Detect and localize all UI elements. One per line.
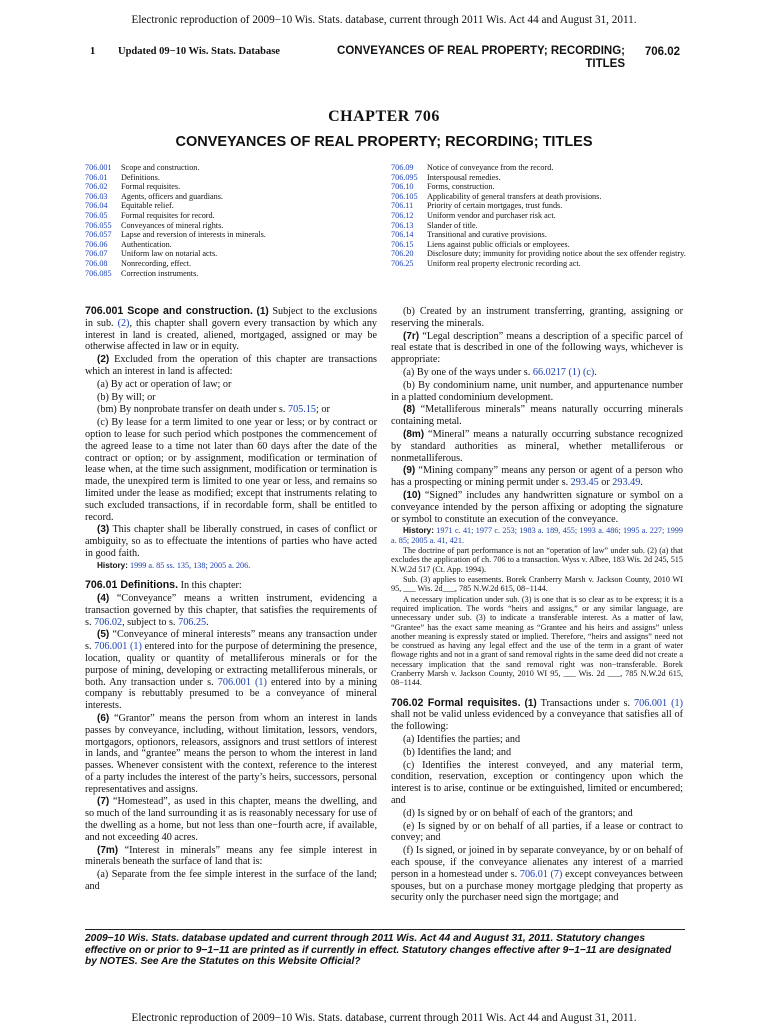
toc-section-link[interactable]: 706.08	[85, 258, 108, 268]
toc-section-title: Liens against public officials or employees.	[427, 239, 570, 249]
toc-entry	[85, 211, 385, 221]
text: Subject to the exclusions in sub.	[85, 306, 377, 329]
paragraph: (b) By will; or	[97, 391, 156, 403]
text: This chapter shall be liberally construed, in cases of conflict or ambiguity, so as to effectuate the intentions of parties who have acted in good faith.	[85, 524, 377, 559]
section-heading: 706.02 Formal requisites.	[391, 696, 521, 709]
paragraph	[391, 331, 683, 366]
section-706-01-intro	[85, 580, 377, 592]
toc-section-link[interactable]: 706.09	[391, 163, 414, 172]
toc-entry	[85, 230, 385, 240]
text: “Metalliferous minerals” means naturally occurring minerals containing metal.	[391, 404, 683, 428]
paragraph: (a) By act or operation of law; or	[97, 378, 232, 390]
toc-entry	[85, 269, 385, 279]
toc-section-title: Conveyances of mineral rights.	[121, 220, 224, 230]
subsection-number: (7)	[97, 796, 110, 808]
paragraph	[85, 713, 377, 796]
subsection-number: (7m)	[97, 844, 119, 856]
text: “Grantor” means the person from whom an interest in lands passes by conveyance, including, without limitation, lessors, vendors, mortgagors, optionors, releasors, assignors and trust settlors of interest in lands, and “grantee” means the person to whom the interest in land passes. Whenever consistent with the context, reference to the interest of a party includes the interest of the party’s heirs, successors, personal representatives and assigns.	[85, 712, 377, 795]
subsection-number: (1)	[524, 697, 537, 709]
text: In this chapter:	[178, 580, 242, 592]
paragraph	[391, 465, 683, 489]
toc-section-link[interactable]: 706.06	[85, 239, 108, 249]
paragraph: (c) By lease for a term limited to one year or less; or by contract or option to lease for such period which postpones the commencement of the agreed lease to a time not later than 60 days after the date of the contract or option; or by assignment, modification or termination of lease when, at the time such assignment, modification or termination is made, the unexpired term is limited to one year or less, and remains so limited under the lease as modified; except that instruments relating to such excluded transactions, if in recordable form, shall be entitled to record.	[85, 417, 377, 523]
text: , this chapter shall govern every transaction by which any interest in land is created, aliened, mortgaged, assigned or may be otherwise affected in law or in equity.	[85, 317, 378, 353]
toc-section-link[interactable]: 706.057	[85, 230, 112, 240]
subsection-number: (1)	[256, 306, 269, 317]
toc-entry	[85, 259, 385, 269]
subsection-number: (8)	[403, 404, 416, 416]
text: Excluded from the operation of this chapter are transactions which an interest in land is affected:	[85, 354, 377, 377]
chapter-number: CHAPTER 706	[328, 108, 440, 125]
section-706-02-intro	[391, 698, 683, 733]
toc-section-link[interactable]: 706.01	[85, 172, 108, 182]
statute-link[interactable]: 293.45	[570, 477, 599, 489]
toc-section-title: Interspousal remedies.	[427, 172, 501, 182]
toc-section-title: Uniform law on notarial acts.	[121, 249, 218, 259]
toc-section-link[interactable]: 706.001	[85, 163, 112, 172]
toc-section-title: Authentication.	[121, 239, 172, 249]
section-heading: 706.01 Definitions.	[85, 579, 179, 592]
annotation-note: Sub. (3) applies to easements. Borek Cranberry Marsh v. Jackson County, 2010 WI 95, ___ Wis. 2d___, 785 N.W.2d 615, 08−1144.	[391, 575, 683, 594]
toc-section-title: Priority of certain mortgages, trust funds.	[427, 201, 563, 211]
toc-section-title: Definitions.	[121, 172, 160, 182]
toc-entry	[391, 230, 691, 240]
toc-left-column	[85, 163, 385, 278]
text: “Homestead”, as used in this chapter, means the dwelling, and so much of the land surrounding it as is reasonably necessary for use of the dwelling as a home, but not less than one−fourth acre, if available, and not exceeding 40 acres.	[85, 796, 377, 843]
toc-right-column	[391, 163, 691, 269]
running-head	[90, 46, 680, 76]
paragraph	[85, 354, 377, 378]
toc-section-title: Nonrecording, effect.	[121, 258, 192, 268]
text: entered into for the purpose of determining the presence, location, quality or quantity of metalliferous minerals or for the purpose of mining, developing or extracting metalliferous minerals, or both. Any transaction under s.	[85, 641, 377, 688]
toc-section-link[interactable]: 706.05	[85, 210, 108, 220]
toc-entry	[85, 240, 385, 250]
paragraph	[391, 490, 683, 525]
toc-section-link[interactable]: 706.095	[391, 172, 418, 182]
toc-entry	[85, 192, 385, 202]
text: (f) Is signed, or joined in by separate conveyance, by or on behalf of each spouse, if the conveyance alienates any interest of a married person in a homestead under s.	[391, 845, 683, 880]
toc-section-title: Equitable relief.	[121, 201, 174, 211]
toc-section-title: Applicability of general transfers at death provisions.	[427, 191, 602, 201]
text: “Conveyance of mineral interests” means any transaction under s.	[85, 629, 377, 653]
subsection-number: (10)	[403, 489, 421, 501]
text: “Interest in minerals” means any fee simple interest in minerals beneath the surface of land that is:	[85, 844, 377, 868]
toc-entry	[391, 163, 691, 173]
toc-section-link[interactable]: 706.20	[391, 249, 414, 259]
left-text-column	[85, 306, 377, 894]
section-heading: 706.001 Scope and construction.	[85, 305, 253, 317]
subsection-number: (8m)	[403, 428, 425, 440]
toc-section-title: Lapse and reversion of interests in minerals.	[121, 230, 266, 240]
toc-entry	[391, 192, 691, 202]
toc-section-link[interactable]: 706.02	[85, 182, 108, 192]
paragraph	[391, 845, 683, 904]
toc-section-link[interactable]: 706.15	[391, 239, 414, 249]
toc-section-title: Agents, officers and guardians.	[121, 191, 223, 201]
toc-section-title: Scope and construction.	[121, 163, 200, 172]
text: “Mining company” means any person or agent of a person who has a prospecting or mining permit under s.	[391, 465, 683, 489]
paragraph: (d) Is signed by or on behalf of each of the grantors; and	[403, 807, 633, 819]
toc-section-link[interactable]: 706.14	[391, 230, 414, 240]
toc-entry	[391, 211, 691, 221]
toc-section-link[interactable]: 706.055	[85, 220, 112, 230]
text: .	[640, 477, 643, 489]
toc-section-link[interactable]: 706.07	[85, 249, 108, 259]
paragraph	[85, 845, 377, 869]
text: .	[206, 616, 209, 628]
subsection-number: (3)	[97, 524, 110, 536]
text: “Mineral” means a naturally occurring substance recognized by standard authorities as mineral, whether metalliferous or nonmetalliferous.	[391, 428, 683, 464]
paragraph	[85, 524, 377, 559]
toc-section-link[interactable]: 706.10	[391, 182, 414, 192]
toc-section-link[interactable]: 706.25	[391, 258, 414, 268]
toc-entry	[391, 201, 691, 211]
toc-section-link[interactable]: 706.12	[391, 210, 414, 220]
annotation-note: The doctrine of part performance is not an “operation of law” under sub. (2) (a) that excludes the application of ch. 706 to a transaction. Wyss v. Albee, 183 Wis. 2d 245, 515 N.W.2d 517 (Ct. App. 1994).	[391, 546, 683, 574]
running-head-title: CONVEYANCES OF REAL PROPERTY; RECORDING; TITLES	[337, 45, 625, 70]
paragraph: (a) Identifies the parties; and	[403, 734, 521, 745]
history-links[interactable]: 1999 a. 85 ss. 135, 138; 2005 a. 206.	[127, 560, 251, 570]
toc-entry	[391, 240, 691, 250]
toc-section-link[interactable]: 706.105	[391, 191, 418, 201]
subsection-number: (6)	[97, 712, 110, 724]
toc-section-link[interactable]: 706.03	[85, 191, 108, 201]
subsection-number: (9)	[403, 465, 416, 477]
toc-section-title: Transitional and curative provisions.	[427, 230, 547, 240]
toc-entry	[391, 182, 691, 192]
statute-link[interactable]: 706.02	[94, 616, 123, 628]
history-label: History:	[403, 526, 434, 536]
database-update-label: Updated 09−10 Wis. Stats. Database	[118, 46, 280, 57]
text: except conveyances between spouses, but on a purchase money mortgage pledging that property as security only the purchaser need sign the mortgage; and	[391, 868, 683, 904]
running-head-section: 706.02	[644, 46, 680, 58]
statute-link[interactable]: 706.001 (1)	[217, 676, 267, 688]
toc-section-title: Notice of conveyance from the record.	[427, 163, 554, 172]
toc-section-link[interactable]: 706.13	[391, 220, 414, 230]
toc-section-title: Disclosure duty; immunity for providing notice about the sex offender registry.	[427, 249, 686, 259]
text: Transactions under s.	[536, 697, 634, 709]
toc-entry	[391, 221, 691, 231]
text: entered into by a mining company is rebuttably presumed to be a conveyance of mineral interests.	[85, 676, 377, 712]
section-706-001-intro	[85, 306, 377, 353]
paragraph	[391, 404, 683, 428]
toc-entry	[391, 249, 691, 259]
toc-section-link[interactable]: 706.085	[85, 268, 112, 278]
right-text-column	[391, 306, 683, 905]
text: “Signed” includes any handwritten signature or symbol on a conveyance intended by the person affixing or adopting the signature or symbol to constitute an execution of the conveyance.	[391, 489, 683, 525]
paragraph: (e) Is signed by or on behalf of all parties, if a lease or contract to convey; and	[391, 820, 683, 844]
subsection-number: (2)	[97, 354, 110, 366]
statute-link[interactable]: 293.49	[612, 477, 641, 489]
statute-link[interactable]: 706.01 (7)	[519, 868, 563, 880]
text: shall not be valid unless evidenced by a conveyance that satisfies all of the following:	[391, 709, 683, 733]
text: (bm) By nonprobate transfer on death under s.	[97, 404, 288, 416]
toc-section-title: Slander of title.	[427, 220, 478, 230]
toc-section-title: Formal requisites for record.	[121, 210, 215, 220]
paragraph: (b) Identifies the land; and	[403, 746, 512, 758]
paragraph: (b) Created by an instrument transferring, granting, assigning or reserving the minerals.	[391, 306, 683, 329]
subsection-number: (4)	[97, 592, 110, 604]
toc-section-title: Formal requisites.	[121, 182, 181, 192]
paragraph	[391, 429, 683, 464]
chapter-title: CONVEYANCES OF REAL PROPERTY; RECORDING; TITLES	[175, 134, 593, 150]
statute-link[interactable]: 705.15	[287, 404, 316, 416]
toc-entry	[85, 163, 385, 173]
history-links[interactable]: 1971 c. 41; 1977 c. 253; 1983 a. 189, 455; 1993 a. 486; 1995 a. 227; 1999 a. 85; 2005 a. 41, 421.	[391, 526, 683, 545]
paragraph	[85, 796, 377, 843]
toc-section-title: Forms, construction.	[427, 182, 495, 192]
text: ; or	[315, 404, 330, 416]
paragraph: (c) Identifies the interest conveyed, and any material term, condition, reservation, exception or contingency upon which the interest is to arise, continue or be extinguished, limited or encumbered; and	[391, 759, 683, 806]
statute-link[interactable]: 706.001 (1)	[94, 641, 142, 653]
paragraph	[85, 629, 377, 712]
statute-link[interactable]: 706.25	[178, 616, 207, 628]
annotation-note: A necessary implication under sub. (3) is one that is so clear as to be express; it is a required implication. The words “heirs and assigns,” or any similar language, are unnecessary under sub. (3) to indicate a transferable interest. As a matter of law, “Grantee” has the exact same meaning as “Grantee and his heirs and assigns” unless another meaning is expressly stated or implied. Therefore, “heirs and assigns” need not be construed as having any legal effect and the use of the term in a grant of water flowage rights and not in a grant of sand removal rights in the same deed did not create a necessary implication that the sand removal right was non−transferable. Borek Cranberry Marsh v. Jackson County, 2010 WI 95, ___ Wis. 2d ___, 785 N.W.2d 615, 08−1144.	[391, 594, 683, 688]
text: “Conveyance” means a written instrument, evidencing a transaction governed by this chapter, that satisfies the requirements of s.	[85, 592, 377, 628]
toc-entry	[85, 201, 385, 211]
subsection-number: (5)	[97, 629, 110, 641]
statute-link[interactable]: 706.001 (1)	[634, 697, 683, 709]
paragraph	[85, 593, 377, 628]
bottom-banner: Electronic reproduction of 2009−10 Wis. Stats. database, current through 2011 Wis. Act 44 and August 31, 2011.	[131, 1012, 637, 1024]
statute-link[interactable]: 66.0217 (1) (c)	[532, 366, 595, 378]
toc-entry	[85, 249, 385, 259]
statute-link[interactable]: (2)	[117, 317, 130, 329]
paragraph	[85, 404, 377, 416]
text: , subject to s.	[122, 616, 179, 628]
paragraph: (a) Separate from the fee simple interest in the surface of the land; and	[85, 869, 377, 893]
database-notice: 2009−10 Wis. Stats. database updated and current through 2011 Wis. Act 44 and August 31, 2011. Statutory changes effective on or prior to 9−1−11 are printed as if currently in effect. Statutory changes effective after 9−1−11 are designated by NOTES. See Are the Statutes on this Website Official?	[85, 929, 685, 968]
toc-entry	[391, 173, 691, 183]
paragraph	[391, 367, 683, 379]
history-note	[85, 561, 377, 570]
toc-entry	[85, 173, 385, 183]
toc-entry	[85, 221, 385, 231]
text: (a) By one of the ways under s.	[403, 366, 533, 378]
toc-section-title: Correction instruments.	[121, 268, 199, 278]
toc-section-link[interactable]: 706.11	[391, 201, 414, 211]
text: “Legal description” means a description of a specific parcel of real estate that is described in one of the following ways, whichever is appropriate:	[391, 330, 683, 366]
top-banner: Electronic reproduction of 2009−10 Wis. Stats. database, current through 2011 Wis. Act 44 and August 31, 2011.	[131, 14, 637, 26]
text: .	[594, 366, 597, 378]
subsection-number: (7r)	[403, 330, 420, 342]
toc-section-title: Uniform real property electronic recording act.	[427, 258, 581, 268]
toc-section-title: Uniform vendor and purchaser risk act.	[427, 210, 556, 220]
toc-entry	[391, 259, 691, 269]
paragraph: (b) By condominium name, unit number, and appurtenance number in a platted condominium development.	[391, 379, 683, 403]
toc-entry	[85, 182, 385, 192]
toc-section-link[interactable]: 706.04	[85, 201, 108, 211]
history-label: History:	[97, 560, 128, 570]
page-number: 1	[90, 46, 96, 57]
text: or	[598, 477, 613, 489]
history-note	[391, 526, 683, 545]
